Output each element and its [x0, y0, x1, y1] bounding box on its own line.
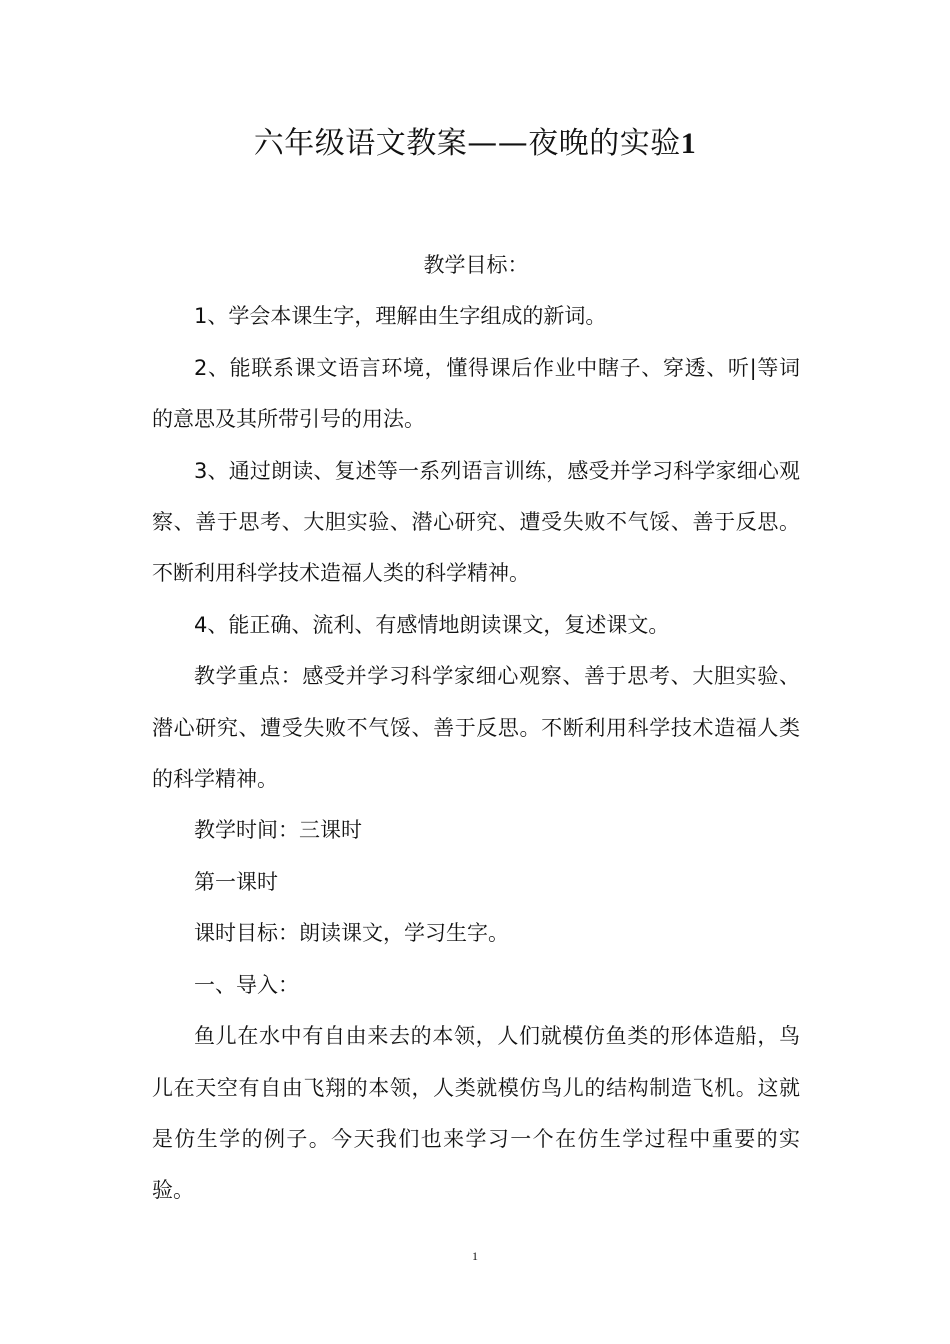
title-text: 六年级语文教案——夜晚的实验	[253, 126, 681, 161]
lesson-objective: 课时目标：朗读课文，学习生字。	[194, 921, 509, 946]
objective-item-4: 4、能正确、流利、有感情地朗读课文，复述课文。	[194, 612, 670, 637]
teaching-time: 教学时间：三课时	[194, 818, 362, 843]
intro-heading: 一、导入：	[194, 972, 299, 997]
objective-item-3: 3、通过朗读、复述等一系列语言训练，感受并学习科学家细心观察、善于思考、大胆实验、潜心研究、遭受失败不气馁、善于反思。不断利用科学技术造福人类的科学精神。	[152, 458, 800, 586]
intro-paragraph: 鱼儿在水中有自由来去的本领，人们就模仿鱼类的形体造船，鸟儿在天空有自由飞翔的本领，人类就模仿鸟儿的结构制造飞机。这就是仿生学的例子。今天我们也来学习一个在仿生学过程中重要的实验。	[152, 1024, 800, 1203]
page-title	[0, 122, 950, 166]
lesson-heading: 第一课时	[194, 869, 278, 894]
teaching-focus: 教学重点：感受并学习科学家细心观察、善于思考、大胆实验、潜心研究、遭受失败不气馁、善于反思。不断利用科学技术造福人类的科学精神。	[152, 664, 800, 792]
document-body	[152, 240, 800, 1217]
section-heading-objectives: 教学目标：	[423, 253, 529, 277]
objective-item-1: 1、学会本课生字，理解由生字组成的新词。	[194, 304, 607, 329]
title-number: 1	[680, 127, 697, 160]
objective-item-2: 2、能联系课文语言环境，懂得课后作业中瞎子、穿透、听|等词的意思及其所带引号的用法。	[152, 355, 800, 432]
page-number: 1	[472, 1249, 478, 1263]
